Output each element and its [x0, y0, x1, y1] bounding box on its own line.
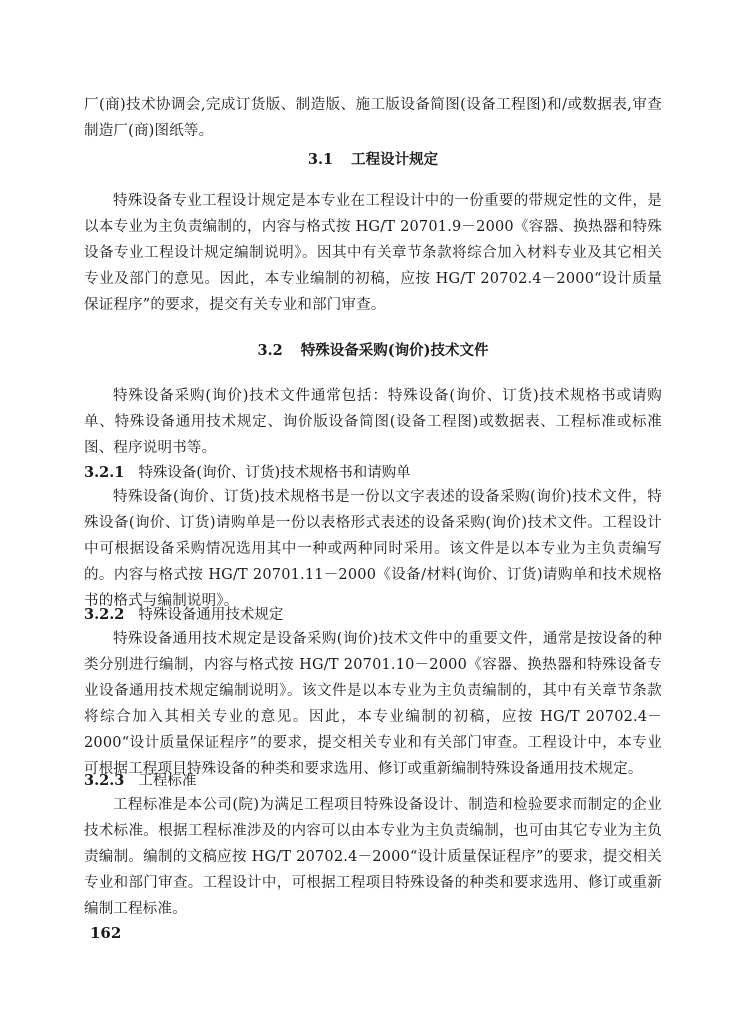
section-3-2-2-heading [84, 602, 662, 628]
section-3-2-1-number: 3.2.1 [84, 464, 125, 481]
section-3-2-3-number: 3.2.3 [84, 772, 125, 789]
section-3-2-2-title: 特殊设备通用技术规定 [138, 607, 284, 623]
section-3-2-1-heading [84, 460, 662, 486]
section-3-1-number: 3.1 [307, 151, 334, 168]
section-3-1-body: 特殊设备专业工程设计规定是本专业在工程设计中的一份重要的带规定性的文件，是以本专业为主负责编制的，内容与格式按 HG/T 20701.9－2000《容器、换热器和特殊设备专业工程设计规定编制说明》。因其中有关章节条款将综合加入材料专业及其它相关专业及部门的意见。因此，本专业编制的初稿，应按 HG/T 20702.4－2000“设计质量保证程序”的要求，提交有关专业和部门审查。 [84, 193, 662, 313]
section-3-1-title: 工程设计规定 [351, 151, 439, 168]
section-3-2-3-title: 工程标准 [138, 773, 197, 789]
section-3-2-1-body: 特殊设备(询价、订货)技术规格书是一份以文字表述的设备采购(询价)技术文件，特殊设备(询价、订货)请购单是一份以表格形式表述的设备采购(询价)技术文件。工程设计中可根据设备采购情况选用其中一种或两种同时采用。该文件是以本专业为主负责编写的。内容与格式按 HG/T 20701.11－2000《设备/材料(询价、订货)请购单和技术规格书的格式与编制说明》。 [84, 489, 662, 609]
section-3-2-heading [84, 338, 662, 364]
section-3-2-1-title: 特殊设备(询价、订货)技术规格书和请购单 [138, 465, 411, 481]
section-3-2-body: 特殊设备采购(询价)技术文件通常包括：特殊设备(询价、订货)技术规格书或请购单、特殊设备通用技术规定、询价版设备简图(设备工程图)或数据表、工程标准或标准图、程序说明书等。 [84, 388, 662, 456]
section-3-2-title: 特殊设备采购(询价)技术文件 [300, 342, 489, 359]
section-3-2-2-number: 3.2.2 [84, 606, 125, 623]
section-3-2-3-body: 工程标准是本公司(院)为满足工程项目特殊设备设计、制造和检验要求而制定的企业技术标准。根据工程标准涉及的内容可以由本专业为主负责编制，也可由其它专业为主负责编制。编制的文稿应按 HG/T 20702.4－2000“设计质量保证程序”的要求，提交相关专业和部门审查。工程设计中，可根据工程项目特殊设备的种类和要求选用、修订或重新编制工程标准。 [84, 797, 662, 917]
section-3-2-3-heading [84, 768, 662, 794]
section-3-2-2-body: 特殊设备通用技术规定是设备采购(询价)技术文件中的重要文件，通常是按设备的种类分别进行编制，内容与格式按 HG/T 20701.10－2000《容器、换热器和特殊设备专业设备通用技术规定编制说明》。该文件是以本专业为主负责编制的，其中有关章节条款将综合加入其相关专业的意见。因此，本专业编制的初稿，应按 HG/T 20702.4－2000“设计质量保证程序”的要求，提交相关专业和有关部门审查。工程设计中，本专业可根据工程项目特殊设备的种类和要求选用、修订或重新编制特殊设备通用技术规定。 [84, 631, 662, 777]
section-3-1-heading [84, 147, 662, 173]
page-number: 162 [90, 924, 122, 942]
intro-paragraph: 厂(商)技术协调会,完成订货版、制造版、施工版设备简图(设备工程图)和/或数据表,审查制造厂(商)图纸等。 [84, 97, 662, 139]
section-3-2-number: 3.2 [257, 342, 283, 359]
